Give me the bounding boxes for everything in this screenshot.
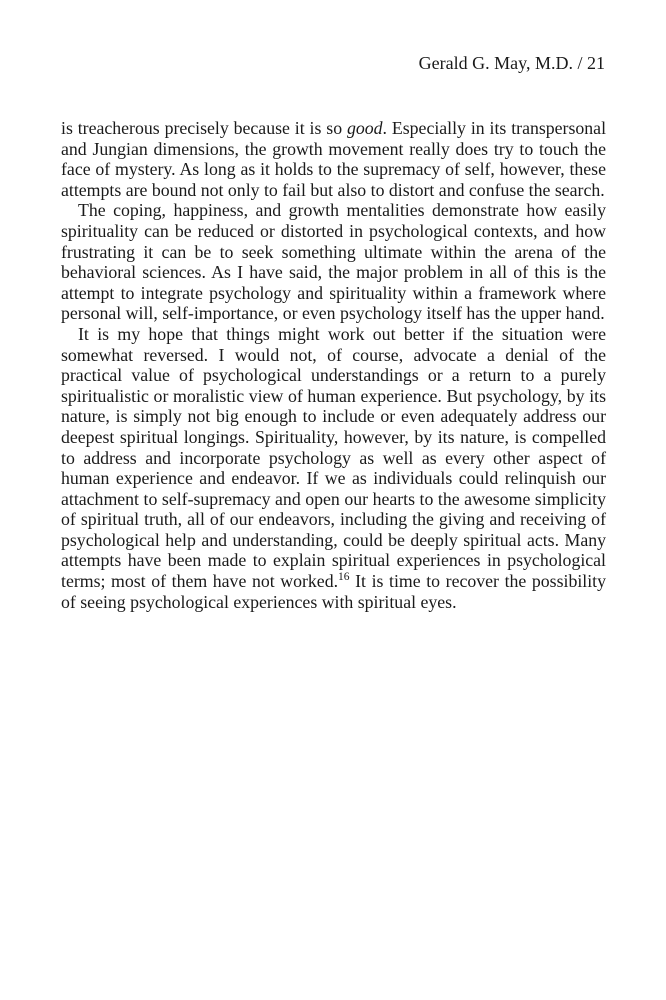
running-head-separator: / (577, 53, 583, 73)
paragraph-3-text-b: It is time to recover the possibility of seeing psychological experiences with spiritual eyes. (61, 571, 606, 612)
paragraph-2 (61, 200, 606, 324)
paragraph-3-text-a: It is my hope that things might work out better if the situation were somewhat reversed. I would not, of course, advocate a denial of the practical value of psychological understandings or a return to a purely spiritualistic or moralistic view of human experience. But psychology, by its nature, is simply not big enough to include or even adequately address our deepest spiritual longings. Spirituality, however, by its nature, is compelled to address and incorporate psychology as well as every other aspect of human experience and endeavor. If we as individuals could relinquish our attachment to self-supremacy and open our hearts to the awesome simplicity of spiritual truth, all of our endeavors, including the giving and receiving of psychological help and understanding, could be deeply spiritual acts. Many attempts have been made to explain spiritual experiences in psychological terms; most of them have not worked. (61, 323, 606, 592)
paragraph-2-text: The coping, happiness, and growth mentalities demonstrate how easily spirituality can be reduced or distorted in psychological contexts, and how frustrating it can be to seek something ultimate within the arena of the behavioral sciences. As I have said, the major problem in all of this is the attempt to integrate psychology and spirituality within a framework where personal will, self-importance, or even psychology itself has the upper hand. (61, 200, 606, 324)
footnote-reference: 16 (338, 571, 350, 584)
running-head (419, 52, 605, 74)
page-number: 21 (587, 53, 605, 73)
paragraph-1-text-b: . Especially in its transpersonal and Jungian dimensions, the growth movement really does try to touch the face of mystery. As long as it holds to the supremacy of self, however, these attempts are bound not only to fail but also to distort and confuse the search. (61, 118, 607, 200)
paragraph-3 (61, 324, 606, 612)
body-text (61, 118, 606, 612)
paragraph-1-text-a: is treacherous precisely because it is so (61, 118, 347, 138)
paragraph-1 (61, 118, 606, 200)
paragraph-1-emphasis: good (346, 118, 383, 138)
running-head-author: Gerald G. May, M.D. (418, 53, 573, 73)
